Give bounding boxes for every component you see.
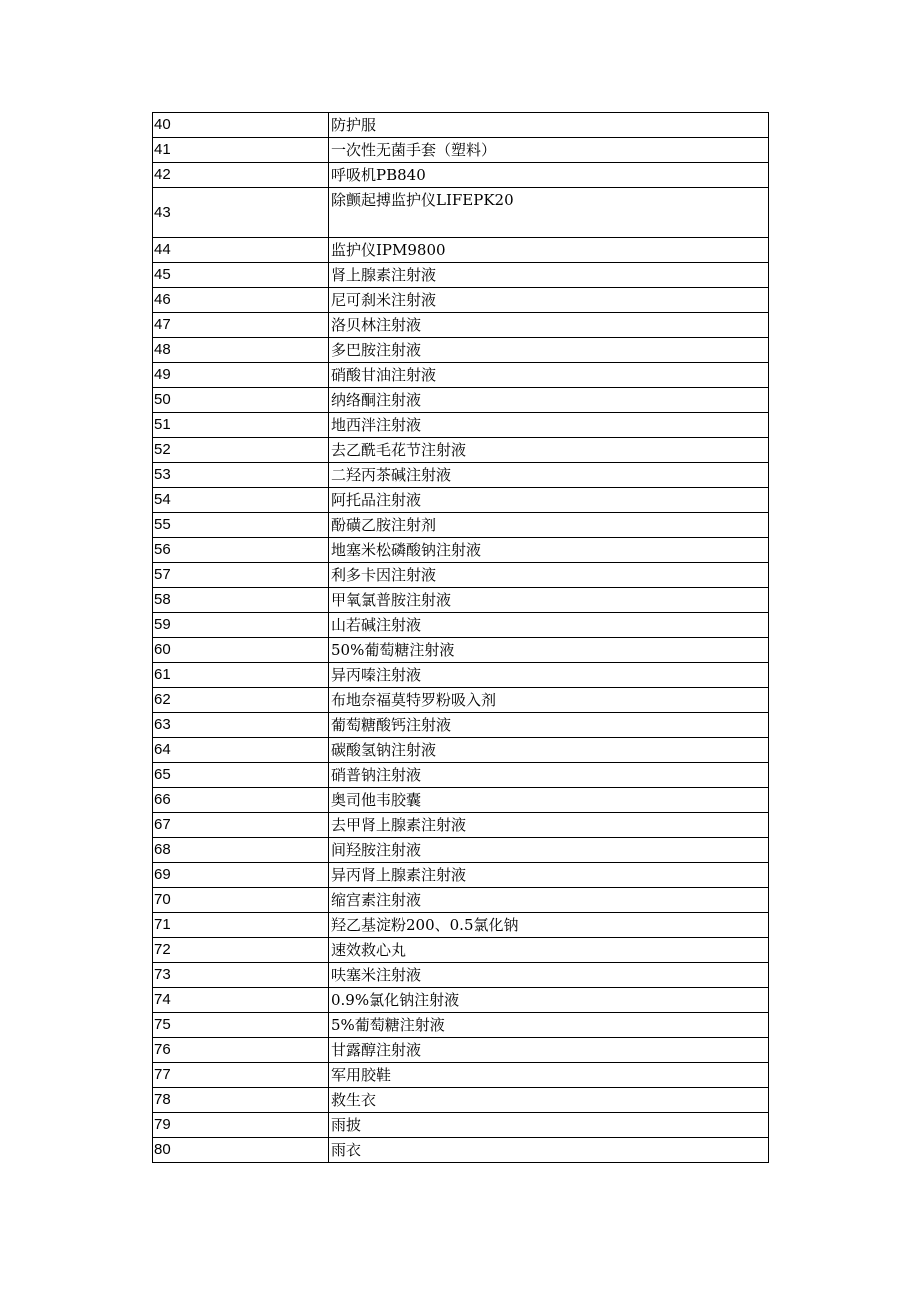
row-number: 58 [153, 588, 329, 613]
row-number: 65 [153, 763, 329, 788]
table-row [153, 613, 769, 638]
item-name: 去乙酰毛花节注射液 [329, 438, 769, 463]
item-name: 多巴胺注射液 [329, 338, 769, 363]
row-number: 42 [153, 163, 329, 188]
row-number: 43 [153, 188, 329, 238]
row-number: 63 [153, 713, 329, 738]
row-number: 57 [153, 563, 329, 588]
table-row [153, 413, 769, 438]
item-name: 0.9%氯化钠注射液 [329, 988, 769, 1013]
item-name: 雨衣 [329, 1138, 769, 1163]
table-row [153, 713, 769, 738]
row-number: 47 [153, 313, 329, 338]
table-row [153, 988, 769, 1013]
item-name: 肾上腺素注射液 [329, 263, 769, 288]
table-row [153, 938, 769, 963]
row-number: 49 [153, 363, 329, 388]
table-row [153, 813, 769, 838]
row-number: 48 [153, 338, 329, 363]
item-name: 葡萄糖酸钙注射液 [329, 713, 769, 738]
item-name: 军用胶鞋 [329, 1063, 769, 1088]
table-row [153, 1063, 769, 1088]
table-row [153, 588, 769, 613]
item-name: 酚磺乙胺注射剂 [329, 513, 769, 538]
item-name: 利多卡因注射液 [329, 563, 769, 588]
table-row [153, 188, 769, 238]
table-row [153, 838, 769, 863]
item-name: 速效救心丸 [329, 938, 769, 963]
row-number: 69 [153, 863, 329, 888]
item-name: 防护服 [329, 113, 769, 138]
item-name: 甲氧氯普胺注射液 [329, 588, 769, 613]
row-number: 75 [153, 1013, 329, 1038]
table-row [153, 763, 769, 788]
item-name: 碳酸氢钠注射液 [329, 738, 769, 763]
item-name: 缩宫素注射液 [329, 888, 769, 913]
table-row [153, 663, 769, 688]
item-name: 50%葡萄糖注射液 [329, 638, 769, 663]
item-name: 雨披 [329, 1113, 769, 1138]
row-number: 55 [153, 513, 329, 538]
row-number: 44 [153, 238, 329, 263]
row-number: 74 [153, 988, 329, 1013]
item-name: 山若碱注射液 [329, 613, 769, 638]
item-name: 呼吸机PB840 [329, 163, 769, 188]
table-row [153, 463, 769, 488]
row-number: 45 [153, 263, 329, 288]
row-number: 56 [153, 538, 329, 563]
row-number: 53 [153, 463, 329, 488]
row-number: 67 [153, 813, 329, 838]
row-number: 68 [153, 838, 329, 863]
table-row [153, 1088, 769, 1113]
item-name: 异丙嗪注射液 [329, 663, 769, 688]
table-row [153, 788, 769, 813]
row-number: 80 [153, 1138, 329, 1163]
table-row [153, 313, 769, 338]
table-row [153, 288, 769, 313]
row-number: 72 [153, 938, 329, 963]
row-number: 78 [153, 1088, 329, 1113]
row-number: 60 [153, 638, 329, 663]
item-name: 二羟丙茶碱注射液 [329, 463, 769, 488]
item-name: 纳络酮注射液 [329, 388, 769, 413]
table-row [153, 863, 769, 888]
table-row [153, 638, 769, 663]
table-row [153, 513, 769, 538]
table-row [153, 1038, 769, 1063]
item-name: 奥司他韦胶囊 [329, 788, 769, 813]
row-number: 41 [153, 138, 329, 163]
table-row [153, 1138, 769, 1163]
item-name: 呋塞米注射液 [329, 963, 769, 988]
table-row [153, 738, 769, 763]
row-number: 70 [153, 888, 329, 913]
row-number: 54 [153, 488, 329, 513]
row-number: 71 [153, 913, 329, 938]
item-name: 阿托品注射液 [329, 488, 769, 513]
row-number: 79 [153, 1113, 329, 1138]
item-name: 5%葡萄糖注射液 [329, 1013, 769, 1038]
row-number: 64 [153, 738, 329, 763]
item-name: 硝普钠注射液 [329, 763, 769, 788]
row-number: 46 [153, 288, 329, 313]
item-name: 硝酸甘油注射液 [329, 363, 769, 388]
row-number: 52 [153, 438, 329, 463]
table-row [153, 163, 769, 188]
item-name: 尼可刹米注射液 [329, 288, 769, 313]
table-row [153, 963, 769, 988]
item-name: 监护仪IPM9800 [329, 238, 769, 263]
item-name: 间羟胺注射液 [329, 838, 769, 863]
row-number: 50 [153, 388, 329, 413]
row-number: 66 [153, 788, 329, 813]
table-row [153, 438, 769, 463]
table-row [153, 263, 769, 288]
table-row [153, 1113, 769, 1138]
table-row [153, 1013, 769, 1038]
row-number: 59 [153, 613, 329, 638]
item-name: 地西泮注射液 [329, 413, 769, 438]
supply-table [152, 112, 769, 1163]
table-row [153, 488, 769, 513]
table-row [153, 563, 769, 588]
table-row [153, 363, 769, 388]
item-name: 去甲肾上腺素注射液 [329, 813, 769, 838]
item-name: 一次性无菌手套（塑料） [329, 138, 769, 163]
table-row [153, 688, 769, 713]
item-name: 羟乙基淀粉200、0.5氯化钠 [329, 913, 769, 938]
item-name: 洛贝林注射液 [329, 313, 769, 338]
row-number: 51 [153, 413, 329, 438]
table-row [153, 138, 769, 163]
table-row [153, 388, 769, 413]
table-row [153, 113, 769, 138]
item-name: 甘露醇注射液 [329, 1038, 769, 1063]
item-name: 除颤起搏监护仪LIFEPK20 [329, 188, 769, 238]
row-number: 62 [153, 688, 329, 713]
table-row [153, 238, 769, 263]
item-name: 异丙肾上腺素注射液 [329, 863, 769, 888]
table-row [153, 888, 769, 913]
item-name: 救生衣 [329, 1088, 769, 1113]
table-row [153, 913, 769, 938]
row-number: 76 [153, 1038, 329, 1063]
table-row [153, 538, 769, 563]
row-number: 40 [153, 113, 329, 138]
item-name: 布地奈福莫特罗粉吸入剂 [329, 688, 769, 713]
row-number: 73 [153, 963, 329, 988]
item-name: 地塞米松磷酸钠注射液 [329, 538, 769, 563]
row-number: 77 [153, 1063, 329, 1088]
table-row [153, 338, 769, 363]
supply-table-body [153, 113, 769, 1163]
row-number: 61 [153, 663, 329, 688]
